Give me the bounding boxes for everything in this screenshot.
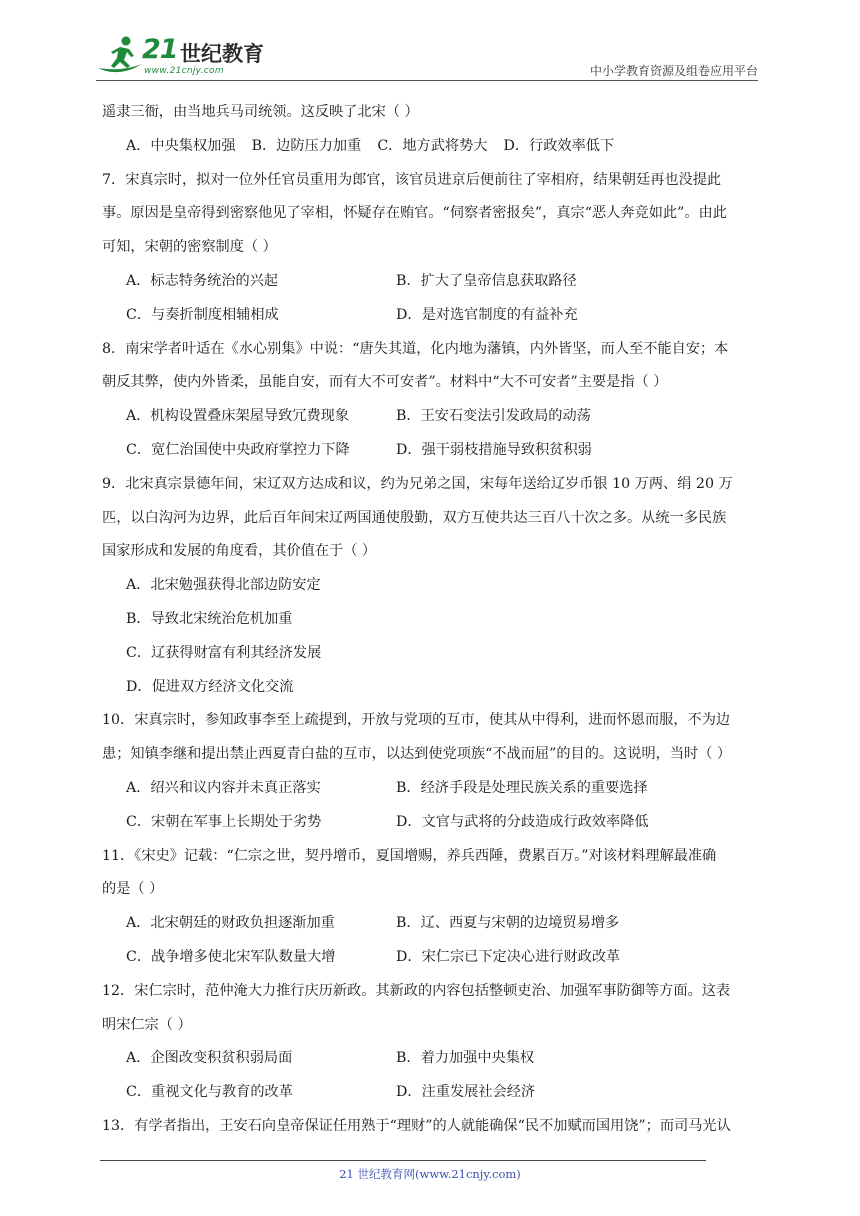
- question-text-line: 国家形成和发展的角度看，其价值在于（ ）: [102, 543, 377, 560]
- question-text-line: 遥隶三衙，由当地兵马司统领。这反映了北宋（ ）: [102, 104, 419, 120]
- question-text-line: 匹，以白沟河为边界，此后百年间宋辽两国通使殷勤，双方互使共达三百八十次之多。从统一多民族: [102, 509, 727, 526]
- question-text-line: 8．南宋学者叶适在《水心别集》中说：“唐失其道，化内地为藩镇，内外皆坚，而人至不能自安；本: [102, 340, 729, 357]
- answer-option[interactable]: C．与奏折制度相辅相成: [126, 306, 279, 323]
- question-text-line: 12．宋仁宗时，范仲淹大力推行庆历新政。其新政的内容包括整顿吏治、加强军事防御等方面。这表: [102, 982, 731, 999]
- site-logo[interactable]: [96, 34, 266, 78]
- question-text-line: 患；知镇李继和提出禁止西夏青白盐的互市，以达到使党项族“不战而屈”的目的。这说明，当时（ ）: [102, 746, 732, 763]
- answer-option[interactable]: B．边防压力加重: [251, 137, 362, 154]
- answer-option[interactable]: D．宋仁宗已下定决心进行财政改革: [396, 948, 621, 965]
- question-text-line: 9．北宋真宗景德年间，宋辽双方达成和议，约为兄弟之国，宋每年送给辽岁币银 10 万两、绢 20 万: [102, 475, 733, 492]
- question-text-line: 事。原因是皇帝得到密察他见了宰相，怀疑存在贿官。“伺察者密报矣”，真宗“恶人奔竞如此”。由此: [102, 205, 727, 222]
- runner-logo-icon: [96, 34, 144, 78]
- answer-option[interactable]: A．标志特务统治的兴起: [126, 272, 279, 289]
- question-text-line: 可知，宋朝的密察制度（ ）: [102, 239, 277, 256]
- answer-option[interactable]: D．促进双方经济文化交流: [126, 678, 294, 695]
- logo-text: 世纪教育: [180, 42, 264, 66]
- question-text-line: 明宋仁宗（ ）: [102, 1016, 192, 1033]
- answer-options-row: [102, 130, 768, 164]
- answer-option[interactable]: A．绍兴和议内容并未真正落实: [126, 779, 321, 796]
- footer-link[interactable]: 21 世纪教育网(www.21cnjy.com): [339, 1167, 521, 1181]
- answer-option[interactable]: D．文官与武将的分歧造成行政效率降低: [396, 813, 649, 830]
- answer-option[interactable]: B．导致北宋统治危机加重: [126, 610, 293, 627]
- question-text-line: 的是（ ）: [102, 881, 164, 898]
- answer-options-row: [102, 434, 768, 468]
- answer-option[interactable]: A．北宋勉强获得北部边防安定: [126, 577, 321, 594]
- answer-option[interactable]: D．强干弱枝措施导致积贫积弱: [396, 441, 592, 458]
- answer-option[interactable]: A．北宋朝廷的财政负担逐渐加重: [126, 915, 335, 932]
- question-text-line: 11．《宋史》记载：“仁宗之世，契丹增币，夏国增赐，养兵西陲，费累百万。”对该材料理解最准确: [102, 847, 717, 864]
- question-text-line: 13．有学者指出，王安石向皇帝保证任用熟于“理财”的人就能确保“民不加赋而国用饶”；而司马光认: [102, 1117, 731, 1134]
- answer-option[interactable]: B．王安石变法引发政局的动荡: [396, 408, 591, 425]
- answer-option[interactable]: C．宋朝在军事上长期处于劣势: [126, 813, 322, 830]
- question-content: [102, 96, 768, 1144]
- answer-options-row: [102, 1042, 768, 1076]
- answer-options-row: [102, 1076, 768, 1110]
- answer-option[interactable]: C．地方武将势大: [377, 137, 488, 154]
- answer-options-row: [102, 806, 768, 840]
- page-header: [96, 30, 758, 80]
- answer-option[interactable]: C．辽获得财富有利其经济发展: [126, 644, 322, 661]
- answer-options-row: [102, 907, 768, 941]
- answer-option[interactable]: A．机构设置叠床架屋导致冗费现象: [126, 408, 350, 425]
- answer-option[interactable]: D．是对选官制度的有益补充: [396, 306, 578, 323]
- answer-option[interactable]: C．重视文化与教育的改革: [126, 1084, 293, 1101]
- answer-options-row: [102, 772, 768, 806]
- answer-option[interactable]: B．辽、西夏与宋朝的边境贸易增多: [396, 915, 620, 932]
- answer-option[interactable]: C．战争增多使北宋军队数量大增: [126, 948, 336, 965]
- answer-option[interactable]: B．着力加强中央集权: [396, 1050, 535, 1067]
- footer-divider: [100, 1160, 706, 1161]
- logo-number: 21: [142, 34, 178, 65]
- question-text-line: 朝反其弊，使内外皆柔，虽能自安，而有大不可安者”。材料中“大不可安者”主要是指（ ）: [102, 374, 668, 391]
- answer-option[interactable]: D．注重发展社会经济: [396, 1084, 536, 1101]
- header-divider: [96, 80, 758, 81]
- answer-option[interactable]: A．中央集权加强: [126, 137, 236, 154]
- answer-option[interactable]: D．行政效率低下: [503, 137, 615, 154]
- answer-options-row: [102, 299, 768, 333]
- answer-option[interactable]: B．扩大了皇帝信息获取路径: [396, 272, 577, 289]
- answer-option[interactable]: B．经济手段是处理民族关系的重要选择: [396, 779, 648, 796]
- answer-option[interactable]: C．宽仁治国使中央政府掌控力下降: [126, 441, 350, 458]
- answer-options-row: [102, 400, 768, 434]
- answer-options-row: [102, 265, 768, 299]
- header-tagline: 中小学教育资源及组卷应用平台: [589, 64, 758, 78]
- answer-options-row: [102, 941, 768, 975]
- logo-url: www.21cnjy.com: [144, 66, 224, 76]
- question-text-line: 7．宋真宗时，拟对一位外任官员重用为郎官，该官员进京后便前往了宰相府，结果朝廷再也没提此: [102, 171, 722, 188]
- question-text-line: 10．宋真宗时，参知政事李至上疏提到，开放与党项的互市，使其从中得利，进而怀恩而服，不为边: [102, 712, 731, 729]
- answer-option[interactable]: A．企图改变积贫积弱局面: [126, 1050, 293, 1067]
